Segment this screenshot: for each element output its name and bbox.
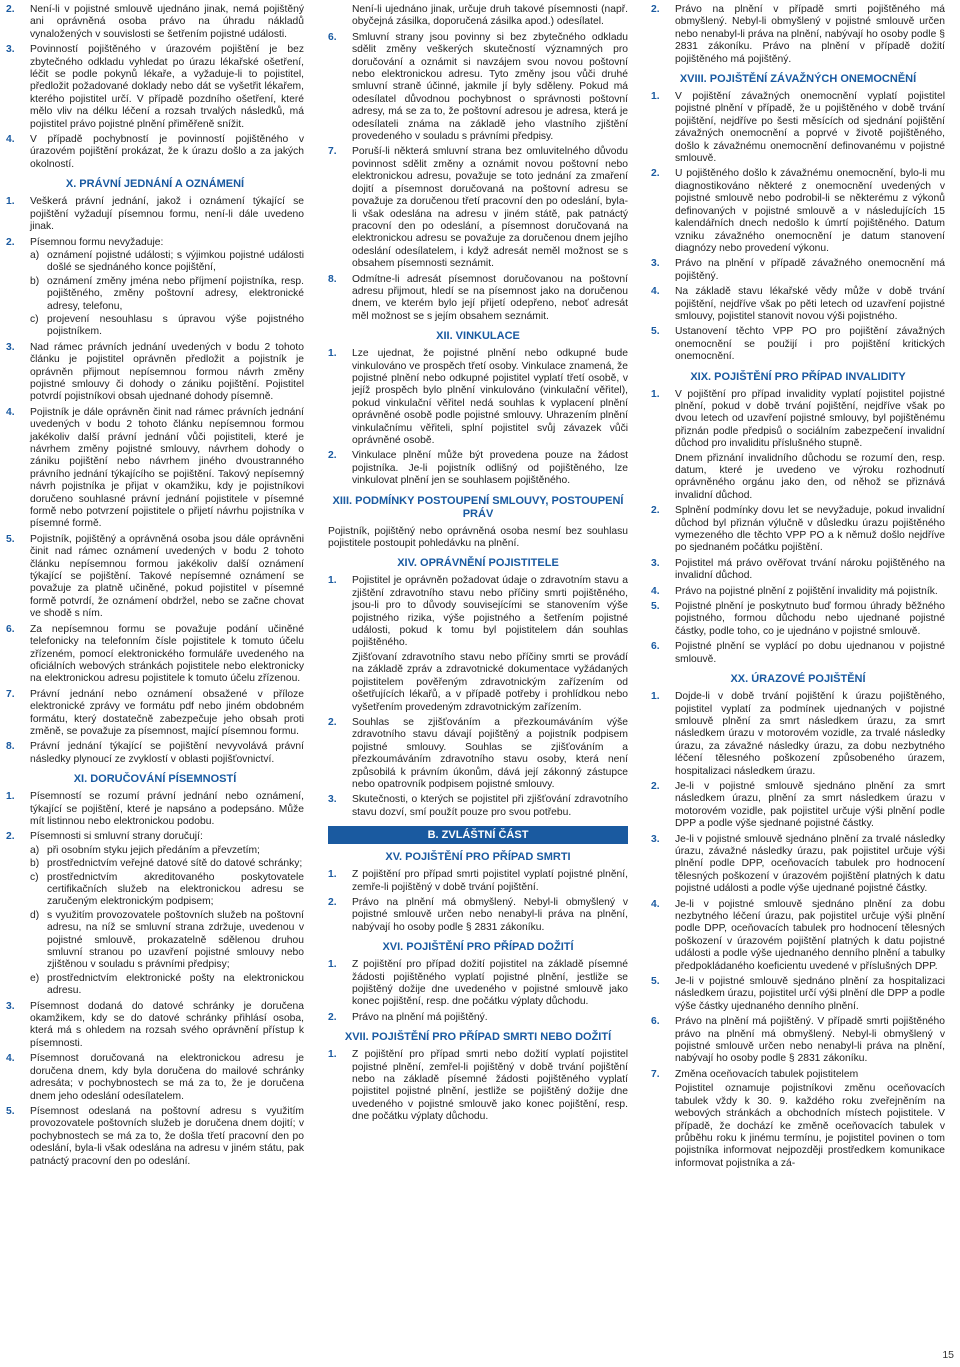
clause-number: 6.	[6, 623, 15, 635]
clause-number: 5.	[6, 533, 15, 545]
clause-number: 5.	[6, 1105, 15, 1117]
clause-body	[30, 534, 304, 621]
clause-text: Právo na plnění má pojištěný.	[352, 1011, 488, 1023]
clause-number: 4.	[6, 406, 15, 418]
clause-number: 2.	[328, 1011, 337, 1023]
section-heading: XVI. POJIŠTĚNÍ PRO PŘÍPAD DOŽITÍ	[382, 941, 574, 954]
numbered-clause	[328, 959, 628, 1009]
clause-text: Písemnost odeslaná na poštovní adresu s využitím provozovatele poštovních služeb je doručena dnem dojití; v pochybnostech se má za to, že došla třetí pracovní den po odeslání, byla-li však odeslána na adresu v jiném státu, pak patnáctý pracovní den po odeslání.	[30, 1105, 304, 1167]
numbered-clause	[328, 575, 628, 713]
numbered-clause	[328, 717, 628, 791]
numbered-clause	[651, 834, 945, 896]
clause-text: Nad rámec právních jednání uvedených v bodu 2 tohoto článku je pojistitel oprávněn předložit a pojistník je oprávněn přijmout nepísemnou formou návrh změny pojistné smlouvy či dohody o zániku pojištění. Pojistitel potvrdí pojistníkovi obsah ujednané dohody písemně.	[30, 341, 304, 403]
clause-text: Pojistník, pojištěný a oprávněná osoba jsou dále oprávněni činit nad rámec oznámení uvedených v bodu 2 tohoto článku nepísemnou formou jakékoliv další oznámení týkající se pojištění. Takové nepísemné oznámení se považuje za platně učiněné, pokud pojistitel v písemné formě potvrdí, že oznámení obdržel, nebo se začne chovat ve shodě s ním.	[30, 533, 304, 620]
section-heading: XIII. PODMÍNKY POSTOUPENÍ SMLOUVY, POSTOUPENÍ PRÁV	[332, 494, 624, 520]
clause-body	[352, 794, 628, 819]
clause-text: Poruší-li některá smluvní strana bez omluvitelného důvodu povinnost sdělit změny a oznámit novou poštovní nebo elektronickou adresu, považuje se toto jednání za zmaření dojití a písemnost doručovaná na poštovní adresu se považuje za doručenou třetí pracovní den po odeslání, byla-li však odeslána na adresu v jiném státě, pak patnáctý pracovní den po odeslání, a písemnost doručovaná na elektronickou adresu se považuje za doručenou dnem jejího odeslání odesílatelem, i když adresát neměl možnost se s obsahem písemnosti seznámit.	[352, 146, 628, 270]
numbered-clause	[328, 1049, 628, 1123]
numbered-clause	[651, 326, 945, 363]
clause-number: 6.	[651, 1016, 660, 1028]
clause-body	[352, 274, 628, 324]
clause-body	[352, 717, 628, 791]
clause-text: Splnění podmínky dovu let se nevyžaduje, pokud invalidní důchod byl přiznán výlučně v důsledku úrazu pojištěného vymezeného dle těchto VPP PO a k němuž došlo nejdříve po sjednaném počátku pojištění.	[675, 505, 945, 554]
clause-text: Písemnou formu nevyžaduje:	[30, 236, 164, 248]
clause-body	[30, 237, 304, 339]
numbered-clause	[328, 897, 628, 934]
clause-number: 1.	[328, 1049, 337, 1061]
clause-body	[675, 168, 945, 255]
clause-text: Písemnost dodaná do datové schránky je doručena okamžikem, kdy se do datové schránky přihlásí osoba, která má s ohledem na rozsah svého oprávnění přístup k písemnosti.	[30, 1000, 304, 1049]
clause-number: 7.	[651, 1068, 660, 1080]
clause-text: Není-li ujednáno jinak, určuje druh takové písemnosti (např. obyčejná zásilka, doporučená zásilka apod.) odesílatel.	[352, 4, 628, 28]
list-item	[30, 845, 304, 857]
clause-body	[352, 450, 628, 487]
numbered-clause	[651, 899, 945, 973]
clause-paragraph: Zjišťovaní zdravotního stavu nebo příčiny smrti se provádí na základě zpráv a zdravotnické dokumentace vyžádaných pojistitelem pověřeným zdravotnickým zařízením od ošetřujících lékařů, a v případě potřeby i prohlídkou nebo vyšetřením provedeným zdravotnickým zařízením.	[352, 651, 628, 713]
numbered-clause	[651, 586, 945, 598]
section-heading: XVII. POJIŠTĚNÍ PRO PŘÍPAD SMRTI NEBO DOŽITÍ	[344, 1031, 612, 1044]
list-text: oznámení změny jména nebo příjmení pojistníka, resp. pojištěného, změny poštovní adresy, elektronické adresy, telefonu,	[47, 275, 304, 312]
clause-body	[675, 505, 945, 555]
list-text: prostřednictvím elektronické pošty na elektronickou adresu.	[47, 972, 304, 997]
clause-number: 2.	[651, 505, 660, 517]
list-text: oznámení pojistné události; s výjimkou pojistné události došlé se sjednáného konce pojištění,	[47, 249, 304, 274]
clause-body	[30, 44, 304, 131]
clause-number: 1.	[651, 691, 660, 703]
clause-text: Změna oceňovacích tabulek pojistitelem	[675, 1068, 859, 1080]
numbered-clause	[651, 168, 945, 255]
numbered-clause	[6, 791, 304, 828]
section-heading: XII. VINKULACE	[436, 330, 520, 343]
column-left	[6, 4, 304, 1171]
list-letter: d)	[30, 909, 40, 921]
numbered-clause	[328, 1012, 628, 1024]
clause-number: 8.	[328, 273, 337, 285]
clause-number: 3.	[6, 1000, 15, 1012]
clause-text: Právní jednání nebo oznámení obsažené v příloze elektronické zprávy ve formátu pdf nebo jiném obdobném formátu, který dostatečně zabezpečuje jeho obsah proti změně, se považuje za písemnost, mající písemnou formu.	[30, 688, 304, 737]
clause-text: V pojištění pro případ invalidity vyplatí pojistitel pojistné plnění, pokud v době trvání pojištění, nejdříve však po dvou letech od uzavření pojistné smlouvy, byl pojištěnému přiznán podle předpisů o sociálním zabezpečení invalidní důchod pro invaliditu příslušného stupně.	[675, 388, 945, 450]
clause-number: 4.	[6, 134, 15, 146]
numbered-clause	[6, 196, 304, 233]
clause-text: Je-li v pojistné smlouvě sjednáno plnění za dobu nezbytného léčení úrazu, pak pojistitel určuje výši plnění podle DPP, oceňovacích tabulek pro hodnocení tělesných poškození v úrazovém pojištění platných k datu pojistné události a podle výše ujednaného denního plnění a tabulky předpokládaného koeficientu uvedené v příslušných DPP.	[675, 898, 945, 972]
clause-body	[352, 32, 628, 144]
clause-body	[352, 4, 628, 29]
clause-body	[30, 4, 304, 41]
clause-text: Pojistné plnění se vyplácí po dobu ujednanou v pojistné smlouvě.	[675, 641, 945, 665]
clause-number: 3.	[328, 794, 337, 806]
numbered-clause	[651, 389, 945, 503]
clause-body	[675, 691, 945, 778]
clause-text: Není-li v pojistné smlouvě ujednáno jinak, nemá pojištěný ani oprávněná osoba právo na úhradu nákladů vynaložených v souvislosti se šetřením pojistné události.	[30, 4, 304, 40]
clause-text: Právo na plnění má obmyšlený. Nebyl-li obmyšlený v pojistné smlouvě určen nebo nenabyl-li práva na plnění, nabývají ho osoby podle § 2831 zákoníku.	[352, 896, 628, 933]
section-heading: XIX. POJIŠTĚNÍ PRO PŘÍPAD INVALIDITY	[690, 370, 906, 383]
clause-body	[675, 558, 945, 583]
clause-body	[30, 624, 304, 686]
clause-body	[352, 869, 628, 894]
clause-body	[30, 791, 304, 828]
numbered-clause	[328, 4, 628, 29]
clause-body	[352, 348, 628, 447]
clause-body	[675, 899, 945, 973]
clause-number: 7.	[6, 688, 15, 700]
clause-paragraph: Pojistitel oznamuje pojistníkovi změnu oceňovacích tabulek vždy k 30. 9. každého roku zveřejněním na webových stránkách a obchodních místech pojistitele. V případě, že dochází ke změně oceňovacích tabulek v průběhu roku k jinému termínu, je pojistitel povinen o tom pojistníka informovat nejpozději prostředkem komunikace informovat pojistníka a zá-	[675, 1083, 945, 1169]
numbered-clause	[651, 601, 945, 638]
clause-body	[30, 407, 304, 531]
clause-number: 3.	[651, 557, 660, 569]
clause-number: 1.	[6, 791, 15, 803]
section-heading: XVIII. POJIŠTĚNÍ ZÁVAŽNÝCH ONEMOCNĚNÍ	[679, 73, 917, 86]
paragraph: Pojistník, pojištěný nebo oprávněná osoba nesmí bez souhlasu pojistitele postoupit pohledávku na plnění.	[328, 525, 628, 550]
clause-text: U pojištěného došlo k závažnému onemocnění, bylo-li mu diagnostikováno některé z onemocnění uvedených v pojistné smlouvě nebo podrobil-li se některému z výkonů definovaných v pojistné smlouvě a v následujících 15 kalendářních dnech nedošlo k úmrtí pojištěného. Datum vzniku závažného onemocnění je datum stanovení diagnózy nebo provedení výkonu.	[675, 168, 945, 254]
clause-number: 1.	[328, 575, 337, 587]
clause-number: 3.	[6, 341, 15, 353]
clause-number: 3.	[6, 44, 15, 56]
clause-body	[675, 1069, 945, 1170]
clause-text: Z pojištění pro případ smrti nebo dožití vyplatí pojistitel pojistné plnění, zemřel-li pojištěný v době trvání pojištění nebo na základě písemné žádosti pojištěného vyplatí pojistitel pojistné plnění, jestliže se pojištěný dožije dne uvedeného v pojistné smlouvě jako konec pojištění, resp. dne počátku výplaty důchodu.	[352, 1049, 628, 1123]
numbered-clause	[6, 1001, 304, 1051]
list-item	[30, 314, 304, 339]
numbered-clause	[651, 976, 945, 1013]
clause-text: Povinností pojištěného v úrazovém pojištění je bez zbytečného odkladu vyhledat po úrazu lékařské ošetření, léčit se podle pokynů lékaře, a vyžaduje-li to pojistitel, předložit požadované doklady nebo dát se vyšetřit lékařem, kterého pojistitel určí. V případě pozdního ošetření, které mělo vliv na délku léčení a rozsah trvalých následků, má pojistitel právo pojistné plnění přiměřeně snížit.	[30, 44, 304, 130]
clause-text: Na základě stavu lékařské vědy může v době trvání pojištění, nejdříve však po pěti letech od uzavření pojistné smlouvy, pojistitel stanovit novou výši pojistného.	[675, 286, 945, 322]
clause-body	[30, 196, 304, 233]
numbered-clause	[651, 91, 945, 165]
section-heading: X. PRÁVNÍ JEDNÁNÍ A OZNÁMENÍ	[65, 178, 245, 191]
clause-text: V pojištění závažných onemocnění vyplatí pojistitel pojistné plnění v případě, že u pojištěného v době trvání pojištění, nejdříve po šesti měsících od sjednání pojištění závažných onemocnění a poprvé v životě pojištěného, došlo k závažnému onemocnění definovanému v pojistné smlouvě.	[675, 91, 945, 165]
clause-number: 2.	[651, 780, 660, 792]
clause-body	[30, 134, 304, 171]
column-right	[651, 4, 945, 1173]
numbered-clause	[651, 286, 945, 323]
clause-number: 1.	[328, 869, 337, 881]
numbered-clause	[328, 32, 628, 144]
numbered-clause	[651, 558, 945, 583]
numbered-clause	[651, 1069, 945, 1170]
section-heading: XI. DORUČOVÁNÍ PÍSEMNOSTÍ	[73, 773, 237, 786]
clause-paragraph: Dnem přiznání invalidního důchodu se rozumí den, resp. datum, které je uvedeno ve výroku rozhodnutí oprávněného orgánu jako den, od něhož se přiznává invalidní důchod.	[675, 452, 945, 501]
list-item	[30, 250, 304, 275]
clause-number: 7.	[328, 146, 337, 158]
clause-text: Dojde-li v době trvání pojištění k úrazu pojištěného, pojistitel vyplatí za podmínek ujednaných v pojistné smlouvě plnění za smrt následkem úrazu, za smrt následkem úrazu v motorovém vozidle, za trvalé následky úrazu, za závažné následky úrazu, za dobu nezbytného léčení tělesného poškození způsobeného úrazem, hospitalizaci následkem úrazu.	[675, 691, 945, 777]
clause-number: 2.	[328, 450, 337, 462]
clause-body	[675, 286, 945, 323]
clause-number: 2.	[328, 896, 337, 908]
clause-text: Písemnost doručovaná na elektronickou adresu je doručena dnem, kdy byla doručena do mailové schránky adresáta; v pochybnostech se má za to, že je doručena dnem jeho odeslání odesílatelem.	[30, 1053, 304, 1102]
clause-text: Je-li v pojistné smlouvě sjednáno plnění za smrt následkem úrazu, plnění za smrt následkem úrazu v motorovém vozidle, pak pojistitel určuje výši plnění podle DPP a podle výše sjednané pojistné částky.	[675, 780, 945, 830]
list-item	[30, 872, 304, 909]
clause-text: Právní jednání týkající se pojištění nevyvolává právní následky plynoucí ze zvyklostí v oblasti pojišťovnictví.	[30, 741, 304, 765]
clause-text: Pojistník je dále oprávněn činit nad rámec právních jednání uvedených v bodu 2 tohoto článku nepísemnou formou jakékoliv další právní jednání vůči pojistiteli, které je návrhem změny pojistné smlouvy, návrhem dohody o zániku pojištění nebo návrhem jiného dvoustranného právního jednání týkajícího se pojištění. Takový nepísemný návrh pojistníka je přijat v okamžiku, kdy je pojistníkovi doručeno souhlasné právní jednání pojistitele v písemné formě nebo potvrzení pojistitele o přijetí návrhu pojistníka v písemné formě.	[30, 406, 304, 530]
clause-body	[30, 1106, 304, 1168]
clause-text: Z pojištění pro případ smrti pojistitel vyplatí pojistné plnění, zemře-li pojištěný v době trvání pojištění.	[352, 869, 628, 893]
clause-number	[328, 4, 352, 29]
list-letter: a)	[30, 844, 40, 856]
clause-text: Právo na plnění v případě smrti pojištěného má obmyšlený. Nebyl-li obmyšlený v pojistné smlouvě určen nebo nenabyl-li práva na plnění, nabývají ho osoby podle § 2831 zákoníku. Právo na plnění v případě dožití pojištěného má pojištěný.	[675, 4, 945, 65]
clause-number: 5.	[651, 326, 660, 338]
clause-number: 1.	[328, 959, 337, 971]
list-item	[30, 276, 304, 313]
clause-number: 1.	[651, 91, 660, 103]
list-letter: b)	[30, 275, 40, 287]
list-text: prostřednictvím akreditovaného poskytovatele certifikačních služeb na elektronickou adresu se zaručeným elektronickým podpisem;	[47, 871, 304, 908]
clause-number: 4.	[651, 286, 660, 298]
numbered-clause	[6, 1106, 304, 1168]
clause-text: Odmítne-li adresát písemnost doručovanou na poštovní adresu přijmout, hledí se na písemnost jako na doručenou dnem, ve kterém bylo její přijetí odepřeno, neboť adresát měl možnost se s jejím obsahem seznámit.	[352, 273, 628, 322]
clause-body	[352, 575, 628, 713]
numbered-clause	[328, 274, 628, 324]
section-heading: XV. POJIŠTĚNÍ PRO PŘÍPAD SMRTI	[385, 851, 571, 864]
numbered-clause	[6, 689, 304, 739]
numbered-clause	[6, 407, 304, 531]
numbered-clause	[6, 237, 304, 339]
list-item	[30, 858, 304, 870]
clause-number: 2.	[6, 4, 15, 15]
clause-body	[30, 1053, 304, 1103]
clause-number: 2.	[6, 831, 15, 843]
numbered-clause	[651, 505, 945, 555]
section-heading: XX. ÚRAZOVÉ POJIŠTĚNÍ	[730, 673, 866, 686]
numbered-clause	[651, 781, 945, 831]
list-letter: c)	[30, 871, 39, 883]
clause-number: 4.	[651, 585, 660, 597]
clause-number: 2.	[651, 168, 660, 180]
clause-body	[352, 897, 628, 934]
clause-number: 1.	[6, 196, 15, 208]
numbered-clause	[651, 641, 945, 666]
clause-body	[30, 1001, 304, 1051]
page-number: 15	[942, 1349, 954, 1361]
clause-body	[30, 741, 304, 766]
clause-body	[675, 586, 945, 598]
clause-text: Písemností se rozumí právní jednání nebo oznámení, týkající se pojištění, které je napsáno a podepsáno. Může mít listinnou nebo elektronickou podobu.	[30, 791, 304, 827]
numbered-clause	[651, 1016, 945, 1066]
clause-body	[30, 831, 304, 997]
numbered-clause	[6, 1053, 304, 1103]
clause-body	[675, 326, 945, 363]
clause-body	[675, 834, 945, 896]
clause-number: 2.	[6, 236, 15, 248]
clause-text: Je-li v pojistné smlouvě sjednáno plnění za hospitalizaci následkem úrazu, pojistitel určí výši plnění dle DPP a podle výše částky ujednaného denního plnění.	[675, 976, 945, 1012]
list-letter: b)	[30, 858, 40, 870]
clause-body	[675, 1016, 945, 1066]
clause-text: Skutečnosti, o kterých se pojistitel při zjišťování zdravotního stavu dozví, smí použít pouze pro svou potřebu.	[352, 794, 628, 818]
list-letter: a)	[30, 249, 40, 261]
clause-body	[675, 601, 945, 638]
clause-number: 5.	[651, 601, 660, 613]
clause-body	[675, 976, 945, 1013]
list-text: projevení nesouhlasu s úpravou výše pojistného pojistníkem.	[47, 313, 304, 338]
clause-body	[675, 389, 945, 503]
clause-number: 8.	[6, 741, 15, 753]
clause-body	[675, 641, 945, 666]
list-item	[30, 973, 304, 998]
numbered-clause	[6, 44, 304, 131]
clause-text: Smluvní strany jsou povinny si bez zbytečného odkladu sdělit změny veškerých skutečností významných pro doručování a oznámit si navzájem svou novou poštovní nebo elektronickou adresu. Tyto změny jsou vůči druhé smluvní straně účinné, jakmile jí byly sděleny. Pokud má odesílatel důvodnou pochybnost o správnosti poštovní adresy, má se za to, že poštovní adresou je adresa, která je odesílateli známa na základě jeho vlastního zjištění provedeného v souladu s právními předpisy.	[352, 31, 628, 143]
numbered-clause	[6, 4, 304, 41]
numbered-clause	[651, 258, 945, 283]
part-banner: B. ZVLÁŠTNÍ ČÁST	[328, 826, 628, 844]
clause-number: 3.	[651, 833, 660, 845]
list-text: při osobním styku jejich předáním a převzetím;	[47, 844, 260, 856]
numbered-clause	[6, 741, 304, 766]
clause-text: Pojistitel je oprávněn požadovat údaje o zdravotním stavu a zjištění zdravotního stavu nebo příčiny smrti pojištěného, jsou-li pro to důvody souvisejícími se stanovením výše pojistného rizika, výše pojistného a šetřením pojistné události, pokud k tomu byl pojistitelem dán souhlas pojištěného.	[352, 575, 628, 649]
clause-body	[30, 342, 304, 404]
clause-text: Souhlas se zjišťováním a přezkoumáváním výše zdravotního stavu dávají pojištěný a pojistník podpisem pojistné smlouvy. Souhlas se zjišťováním a přezkoumáváním zdravotního stavu osoby, která není způsobilá k právním úkonům, dává její zákonný zástupce nebo opatrovník podpisem pojistné smlouvy.	[352, 716, 628, 790]
list-item	[30, 910, 304, 972]
clause-number: 1.	[328, 348, 337, 360]
clause-text: Je-li v pojistné smlouvě sjednáno plnění za trvalé následky úrazu, závažné následky úrazu, pak pojistitel určuje výši plnění podle DPP, oceňovacích tabulek pro hodnocení tělesných poškození v úrazovém pojištění platných k datu pojistné události a podle výše ujednané pojistné částky.	[675, 833, 945, 895]
numbered-clause	[651, 691, 945, 778]
clause-number: 6.	[328, 31, 337, 43]
numbered-clause	[328, 348, 628, 447]
numbered-clause	[6, 342, 304, 404]
clause-number: 2.	[651, 4, 660, 15]
clause-body	[352, 146, 628, 270]
clause-body	[675, 258, 945, 283]
clause-text: Z pojištění pro případ dožití pojistitel na základě písemné žádosti pojištěného vyplatí pojistné plnění, jestliže se pojištěný dožije dne uvedeného v pojistné smlouvě jako konec pojištění, resp. dne počátku výplaty důchodu.	[352, 959, 628, 1008]
clause-text: V případě pochybností je povinností pojištěného v úrazovém pojištění prokázat, že k úrazu došlo a za jakých okolností.	[30, 134, 304, 170]
clause-body	[352, 1012, 628, 1024]
numbered-clause	[6, 624, 304, 686]
clause-number: 5.	[651, 976, 660, 988]
numbered-clause	[6, 134, 304, 171]
numbered-clause	[6, 831, 304, 997]
clause-text: Veškerá právní jednání, jakož i oznámení týkající se pojištění vyžadují písemnou formu, není-li dále uvedeno jinak.	[30, 196, 304, 233]
list-text: s využitím provozovatele poštovních služeb na poštovní adresu, na níž se smluvní strana zdržuje, uvedenou v pojistné smlouvě, prokazatelně sdělenou druhou smluvní stranou po uzavření pojistné smlouvy nebo zjištěnou v souladu s právními předpisy;	[47, 909, 304, 971]
section-heading: XIV. OPRÁVNĚNÍ POJISTITELE	[397, 557, 559, 570]
clause-text: Pojistitel má právo ověřovat trvání nároku pojištěného na invalidní důchod.	[675, 557, 945, 582]
clause-text: Lze ujednat, že pojistné plnění nebo odkupné bude vinkulováno ve prospěch třetí osoby. Vinkulace znamená, že pojistné plnění nebo odkupné pojistitel vyplatí třetí osobě, v jejíž prospěch bylo plnění vinkulováno (vinkulační věřitel), pokud vinkulační věřitel nedá souhlas k vyplacení plnění oprávněné osobě podle pojistné smlouvy. Uhrazením plnění vinkulačnímu věřiteli, splní pojistitel svůj závazek vůči oprávněné osobě.	[352, 348, 628, 446]
list-letter: e)	[30, 972, 40, 984]
clause-body	[675, 91, 945, 165]
clause-text: Právo na pojistné plnění z pojištění invalidity má pojistník.	[675, 585, 938, 597]
clause-body	[30, 689, 304, 739]
clause-number: 4.	[6, 1053, 15, 1065]
list-text: prostřednictvím veřejné datové sítě do datové schránky;	[47, 858, 303, 870]
clause-body	[675, 4, 945, 66]
clause-body	[352, 959, 628, 1009]
numbered-clause	[328, 794, 628, 819]
column-middle	[328, 4, 628, 1127]
numbered-clause	[328, 450, 628, 487]
clause-number: 1.	[651, 388, 660, 400]
clause-text: Za nepísemnou formu se považuje podání učiněné telefonicky na telefonním čísle pojistitele k tomuto účelu zřízeném, pomocí elektronického formuláře uvedeného na oficiálních webových stránkách pojistitele nebo elektronicky na elektronickou adresu pojistitele k tomuto účelu zřízenou.	[30, 623, 304, 685]
clause-number: 2.	[328, 716, 337, 728]
clause-text: Vinkulace plnění může být provedena pouze na žádost pojistníka. Je-li pojistník odlišný od pojištěného, lze vinkulovat plnění jen se souhlasem pojištěného.	[352, 450, 628, 487]
numbered-clause	[6, 534, 304, 621]
numbered-clause	[328, 869, 628, 894]
clause-text: Právo na plnění má pojištěný. V případě smrti pojištěného právo na plnění má obmyšlený. Nebyl-li obmyšlený v pojistné smlouvě určen nebo nenabyl-li práva na plnění, nabývají ho osoby podle § 2831 zákoníku.	[675, 1016, 945, 1065]
clause-number: 6.	[651, 641, 660, 653]
clause-text: Písemnosti si smluvní strany doručují:	[30, 831, 203, 843]
clause-body	[675, 781, 945, 831]
list-letter: c)	[30, 313, 39, 325]
clause-number: 4.	[651, 898, 660, 910]
clause-text: Pojistné plnění je poskytnuto buď formou úhrady běžného pojistného, formou důchodu nebo ujednané pojistné částky, podle toho, co je ujednáno v pojistné smlouvě.	[675, 601, 945, 637]
clause-number: 3.	[651, 258, 660, 270]
clause-text: Právo na plnění v případě závažného onemocnění má pojištěný.	[675, 258, 945, 282]
clause-text: Ustanovení těchto VPP PO pro pojištění závažných onemocnění se použijí i pro pojištění kritických onemocnění.	[675, 326, 945, 363]
numbered-clause	[328, 146, 628, 270]
numbered-clause	[651, 4, 945, 66]
clause-body	[352, 1049, 628, 1123]
